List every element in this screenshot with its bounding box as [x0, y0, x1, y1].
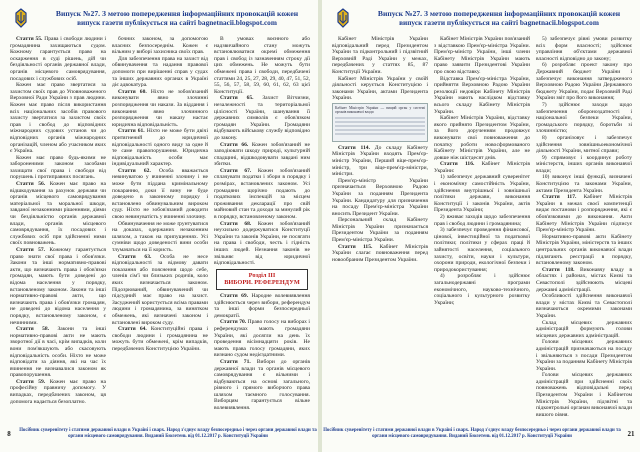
- column-1: [332, 36, 428, 416]
- paragraph-text: 5) забезпечує рівні умови розвитку всіх форм власності; здійснює управління об'єктами державної власності відповідно до закону;: [536, 36, 632, 62]
- trident-emblem-icon: [10, 7, 32, 29]
- paragraph: [536, 293, 632, 319]
- paragraph: [214, 359, 310, 412]
- article-heading: Стаття 58.: [16, 326, 58, 333]
- paragraph: [214, 319, 310, 359]
- article-heading: Стаття 56.: [16, 181, 50, 188]
- paragraph: [332, 76, 428, 102]
- paragraph: [332, 36, 428, 76]
- paragraph-text: Право голосу на виборах і референдумах мають громадяни України, які досягли на день їх проведення вісімнадцяти років. Не мають права голосу громадяни, яких визнано судом недієздатними.: [214, 319, 310, 359]
- paragraph: [332, 145, 428, 178]
- paragraph: [434, 76, 530, 116]
- paragraph: [112, 128, 208, 168]
- page-number: 8: [7, 430, 11, 438]
- paragraph-text: 8) організовує і забезпечує здійснення зовнішньоекономічної діяльності України, митної справи;: [536, 134, 632, 155]
- paragraph: [112, 89, 208, 129]
- page-header: [322, 4, 640, 32]
- paragraph: [214, 293, 310, 319]
- paragraph: [10, 181, 106, 247]
- paragraph-text: Обвинувачення не може ґрунтуватися на доказах, одержаних незаконним шляхом, а також на припущеннях. Усі сумніви щодо доведеності вини особи тлумачаться на її користь.: [112, 220, 208, 253]
- paragraph: [112, 36, 208, 56]
- paragraph: [112, 254, 208, 327]
- paragraph-text: 6) розробляє проект закону про Державний бюджет України і забезпечує виконання затвердженого Верховною Радою України Державного бюджету України, подає Верховній Раді України звіт про його виконання;: [536, 62, 632, 102]
- paragraph-text: Захист Вітчизни, незалежності та територіальної цілісності України, шанування її державних символів є обов'язком громадян України. Громадяни відбувають військову службу відповідно до закону.: [214, 95, 310, 141]
- paragraph-text: Кожен зобов'язаний не заподіювати шкоду природі, культурній спадщині, відшкодовувати завдані ним збитки.: [214, 141, 310, 168]
- article-heading: Стаття 115.: [338, 243, 380, 250]
- paragraph-text: Особливості здійснення виконавчої влади у містах Києві та Севастополі визначаються окремими законами України.: [536, 293, 632, 319]
- paragraph-text: В умовах воєнного або надзвичайного стану можуть встановлюватися окремі обмеження прав і свобод із зазначенням строку дії цих обмежень. Не можуть бути обмежені права і свободи, передбачені статтями 24, 25, 27, 28, 29, 40, 47, 51, 52, 55, 56, 57, 58, 59, 60, 61, 62, 63 цієї Конституції.: [214, 36, 310, 95]
- paragraph-text: 2) вживає заходів щодо забезпечення прав і свобод людини і громадянина;: [434, 214, 530, 227]
- paragraph-text: Кабінет Міністрів України пов'язаний з відставкою Прем'єр-міністра України. Прем'єр-міністр України, інші члени Кабінету Міністрів України мають право заявити Президентові України про свою відставку.: [434, 36, 530, 75]
- section-heading: [216, 269, 308, 290]
- header-line-2: випуск газети публікується на сайті bagnetnacii.blogspot.com: [77, 18, 277, 27]
- paragraph-text: Вибори до органів державної влади та органів місцевого самоврядування є вільними і відбуваються на основі загального, рівного і прямого виборчого права шляхом таємного голосування. Виборцям гарантується вільне волевиявлення.: [214, 358, 310, 412]
- article-heading: Стаття 59.: [16, 378, 50, 385]
- paragraph: [214, 221, 310, 267]
- paragraph-text: Кожному гарантується право знати свої права і обов'язки. Закони та інші нормативно-правові акти, що визначають права і обов'язки громадян, мають бути доведені до відома населення у порядку, встановленому законом. Закони та інші нормативно-правові акти, що визначають права і обов'язки громадян, не доведені до відома населення у порядку, встановленому законом, є нечинними.: [10, 247, 106, 326]
- paragraph: [434, 115, 530, 161]
- paragraph: [536, 174, 632, 194]
- column-2: [434, 36, 530, 416]
- paragraph: [10, 247, 106, 326]
- paragraph-text: Виконавчу владу в областях і районах, містах Києві та Севастополі здійснюють місцеві державні адміністрації.: [536, 266, 632, 293]
- paragraph: [10, 326, 106, 379]
- paragraph: [536, 135, 632, 155]
- article-heading: Стаття 71.: [220, 358, 257, 365]
- figure-image: [335, 117, 425, 137]
- paragraph-text: Нормативно-правові акти Кабінету Міністрів України, міністерств та інших центральних органів виконавчої влади підлягають реєстрації в порядку, встановленому законом.: [536, 233, 632, 267]
- paragraph: [112, 326, 208, 352]
- column-3: [536, 36, 632, 416]
- article-heading: Стаття 64.: [118, 326, 151, 333]
- header-line-1: Випуск №27. З метою попередження інформаційних провокацій кожен: [55, 8, 299, 18]
- paragraph-text: Кабінет Міністрів України, відставку якого прийнято Президентом України, за його дорученням продовжує виконувати свої повноваження до початку роботи новосформованого Кабінету Міністрів України, але не довше ніж шістдесят днів.: [434, 115, 530, 161]
- paragraph-text: 4) розробляє і здійснює загальнодержавні програми економічного, науково-технічного, соціального і культурного розвитку України;: [434, 273, 530, 306]
- article-heading: Стаття 68.: [220, 220, 258, 227]
- paragraph: [214, 36, 310, 95]
- paragraph-text: 1) забезпечує державний суверенітет і економічну самостійність України, здійснення внутрішньої і зовнішньої політики держави, виконання Конституції і законів України, актів Президента України;: [434, 174, 530, 214]
- page-header: [0, 4, 318, 32]
- paragraph-text: 9) спрямовує і координує роботу міністерств, інших органів виконавчої влади;: [536, 154, 632, 174]
- paragraph-text: Кабінет Міністрів України в межах своєї компетенції видає постанови і розпорядження, які є обов'язковими до виконання. Акти Кабінету Міністрів України підписує Прем'єр-міністр України.: [536, 194, 632, 234]
- paragraph: [536, 372, 632, 416]
- paragraph: [434, 174, 530, 214]
- paragraph: [536, 234, 632, 267]
- paragraph-text: Ніхто не може бути двічі притягнений до юридичної відповідальності одного виду за одне й те саме правопорушення. Юридична відповідальність особи має індивідуальний характер.: [112, 128, 208, 168]
- paragraph-text: Кабінет Міністрів України у своїй діяльності керується Конституцією і законами України, актами Президента України.: [332, 75, 428, 102]
- article-heading: Стаття 67.: [220, 167, 258, 174]
- figure-caption: Кабінет Міністрів України — вищий орган у системі органів виконавчої влади: [335, 105, 425, 115]
- paragraph: [434, 227, 530, 273]
- article-heading: Стаття 55.: [16, 36, 45, 42]
- paragraph: [536, 155, 632, 175]
- paragraph: [10, 36, 106, 82]
- paragraph-text: Конституційні права і свободи людини і громадянина не можуть бути обмежені, крім випадків, передбачених Конституцією України.: [112, 326, 208, 352]
- figure: [332, 103, 428, 142]
- paragraph-text: Прем'єр-міністр України призначається Верховною Радою України за поданням Президента України. Кандидатуру для призначення на посаду Прем'єр-міністра України вносить Президент України.: [332, 177, 428, 217]
- paragraph-text: До складу Кабінету Міністрів України входять Прем'єр-міністр України, Перший віце-прем'єр-міністр, три віце-прем'єр-міністри, міністри.: [332, 144, 428, 178]
- paragraph-text: 10) виконує інші функції, визначені Конституцією та законами України, актами Президента України.: [536, 174, 632, 194]
- right-page: [322, 0, 640, 452]
- paragraph-text: Ніхто не зобов'язаний виконувати явно злочинні розпорядження чи накази. За віддання і виконання явно злочинного розпорядження чи наказу настає юридична відповідальність.: [112, 88, 208, 128]
- paragraph: [536, 267, 632, 293]
- paragraph-text: бочних законом, за допомогою власних безпосереднім. Кожен є вільним у виборі захисника своїх прав.: [112, 36, 208, 56]
- article-heading: Стаття 61.: [118, 128, 147, 135]
- article-heading: Стаття 116.: [440, 161, 482, 168]
- paragraph: [214, 95, 310, 141]
- paragraph: [10, 82, 106, 155]
- paragraph: [536, 194, 632, 234]
- paragraph-text: Народне волевиявлення здійснюється через вибори, референдум та інші форми безпосередньої демократії.: [214, 292, 310, 319]
- article-heading: Стаття 70.: [220, 319, 248, 326]
- header-line-1: Випуск №27. З метою попередження інформаційних провокацій кожен: [377, 8, 621, 18]
- column-2: [112, 36, 208, 416]
- paragraph-text: Права і свободи людини і громадянина захищаються судом. Кожному гарантується право на оскарження в суді рішень, дій чи бездіяльності органів державної влади, органів місцевого самоврядування, посадових і службових осіб.: [10, 36, 106, 82]
- paragraph: [434, 214, 530, 227]
- paragraph: [536, 339, 632, 372]
- text-columns: [10, 36, 310, 416]
- paragraph: [214, 142, 310, 168]
- page-number: 21: [627, 430, 635, 438]
- left-page: [0, 0, 318, 452]
- article-heading: Стаття 60.: [118, 88, 151, 95]
- paragraph-text: 7) здійснює заходи щодо забезпечення обороноздатності і національної безпеки України, громадського порядку, боротьби зі злочинністю;: [536, 101, 632, 135]
- paragraph-text: Кабінет Міністрів України слагає повноваження перед новообраним Президентом України.: [332, 243, 428, 263]
- paragraph-text: Кожен зобов'язаний сплачувати податки і збори в порядку і розмірах, встановлених законом. Усі громадяни щорічно подають до податкових інспекцій за місцем проживання декларації про свій майновий стан та доходи за минулий рік в порядку, встановленому законом.: [214, 167, 310, 221]
- paragraph-text: Персональний склад Кабінету Міністрів України призначається Президентом України за поданням Прем'єр-міністра України.: [332, 217, 428, 244]
- article-heading: Стаття 69.: [220, 292, 252, 299]
- paragraph-text: Голови місцевих державних адміністрацій при здійсненні своїх повноважень відповідальні перед Президентом України і Кабінетом Міністрів України, підзвітні та підконтрольні органам виконавчої влади вищого рівня.: [536, 372, 632, 416]
- paragraph-text: Кожен має право звертатися за захистом своїх прав до Уповноваженого Верховної Ради України з прав людини. Кожен має право після використання всіх національних засобів правового захисту звертатися за захистом своїх прав і свобод до відповідних міжнародних судових установ чи до відповідних органів міжнародних організацій, членом або учасником яких є Україна.: [10, 82, 106, 155]
- paragraph-text: Голови місцевих державних адміністрацій призначаються на посаду і звільняються з посади Президентом України за поданням Кабінету Міністрів України.: [536, 339, 632, 372]
- article-heading: Стаття 57.: [16, 247, 50, 253]
- column-3: [214, 36, 310, 416]
- header-line-2: випуск газети публікується на сайті bagnetnacii.blogspot.com: [399, 18, 599, 27]
- section-label: Розділ III: [248, 271, 276, 279]
- paragraph: [434, 273, 530, 306]
- article-heading: Стаття 117.: [542, 194, 584, 201]
- paragraph: [332, 217, 428, 243]
- article-heading: Стаття 66.: [220, 141, 252, 148]
- article-heading: Стаття 114.: [338, 144, 375, 151]
- paragraph-text: Кожен має право на професійну правничу допомогу. У випадках, передбачених законом, ця допомога надається безоплатно.: [10, 378, 106, 405]
- page-footer: [322, 422, 640, 446]
- paragraph-text: Кожен має право на відшкодування за рахунок держави чи органів місцевого самоврядування матеріальної та моральної шкоди, завданої незаконними рішеннями, діями чи бездіяльністю органів державної влади, органів місцевого самоврядування, їх посадових і службових осіб при здійсненні ними своїх повноважень.: [10, 181, 106, 247]
- article-heading: Стаття 63.: [118, 253, 161, 260]
- paragraph: [332, 178, 428, 218]
- paragraph: [434, 36, 530, 76]
- paragraph: [332, 244, 428, 264]
- paragraph-text: Закони та інші нормативно-правові акти не мають зворотної дії в часі, крім випадків, коли вони пом'якшують або скасовують відповідальність особи. Ніхто не може відповідати за діяння, які на час їх вчинення не визнавалися законом як правопорушення.: [10, 326, 106, 379]
- article-heading: Стаття 65.: [220, 95, 263, 102]
- paragraph: [112, 56, 208, 89]
- paragraph-text: Кожен має право будь-якими не забороненими законом засобами захищати свої права і свободи від порушень і протиправних посягань.: [10, 154, 106, 181]
- paragraph-text: Відставка Прем'єр-міністра України, прийняття Верховною Радою України резолюції недовіри Кабінету Міністрів України мають наслідком відставку всього складу Кабінету Міністрів України.: [434, 75, 530, 115]
- trident-emblem-icon: [332, 7, 354, 29]
- paragraph-text: Особа не несе відповідальності за відмову давати показання або пояснення щодо себе, членів сім'ї чи близьких родичів, коло яких визначається законом. Підозрюваний, обвинувачений чи підсудний має право на захист. Засуджений користується всіма правами людини і громадянина, за винятком обмежень, які визначені законом і встановлені вироком суду.: [112, 253, 208, 326]
- paragraph-text: Кабінет Міністрів України відповідальний перед Президентом України та підконтрольний і підзвітний Верховній Раді України у межах, передбачених у статтях 85, 87 Конституції України.: [332, 36, 428, 75]
- paragraph-text: Кабінет Міністрів України:: [434, 161, 530, 174]
- footer-text: Посібник суверенітету і статями державної влади в Україні і сварх. Народ з'єднує владу безпосередньо і через органи державної влади та органи місцевого самоврядування. Виданий Бюлетень від 01.12.2017 р. Конституції України: [19, 428, 317, 439]
- paragraph: [10, 379, 106, 405]
- paragraph-text: Для забезпечення права на захист від обвинувачення та надання правової допомоги при вирішенні справ у судах та інших державних органах в Україні діє адвокатура.: [112, 55, 208, 89]
- paragraph: [434, 161, 530, 174]
- column-1: [10, 36, 106, 416]
- paragraph: [536, 62, 632, 102]
- paragraph: [112, 168, 208, 221]
- section-title: ВИБОРИ. РЕФЕРЕНДУМ: [224, 279, 300, 287]
- text-columns: [332, 36, 632, 416]
- paragraph: [536, 102, 632, 135]
- paragraph: [536, 36, 632, 62]
- page-footer: [0, 422, 318, 446]
- paragraph-text: Особа вважається невинуватою у вчиненні злочину і не може бути піддана кримінальному покаранню, доки її вину не буде доведено в законному порядку і встановлено обвинувальним вироком суду. Ніхто не зобов'язаний доводити свою невинуватість у вчиненні злочину.: [112, 167, 208, 221]
- paragraph-text: Склад місцевих державних адміністрацій формують голови місцевих державних адміністрацій.: [536, 319, 632, 339]
- paragraph-text: Кожен зобов'язаний неухильно додержуватися Конституції України та законів України, не посягати на права і свободи, честь і гідність інших людей. Незнання законів не звільняє від юридичної відповідальності.: [214, 220, 310, 267]
- article-heading: Стаття 62.: [118, 167, 160, 174]
- paragraph: [214, 168, 310, 221]
- footer-text: Посібник суверенітету і статями державної влади в Україні і сварх. Народ з'єднує владу безпосередньо і через органи державної влади та органи місцевого самоврядування. Виданий Бюлетень від 01.12.2017 р. Конституції України: [323, 428, 621, 439]
- paragraph: [536, 320, 632, 340]
- paragraph: [10, 155, 106, 181]
- paragraph-text: 3) забезпечує проведення фінансової, цінової, інвестиційної та податкової політики; політики у сферах праці й зайнятості населення, соціального захисту, освіти, науки і культури, охорони природи, екологічної безпеки і природокористування;: [434, 227, 530, 273]
- article-heading: Стаття 118.: [542, 266, 580, 273]
- paragraph: [112, 221, 208, 254]
